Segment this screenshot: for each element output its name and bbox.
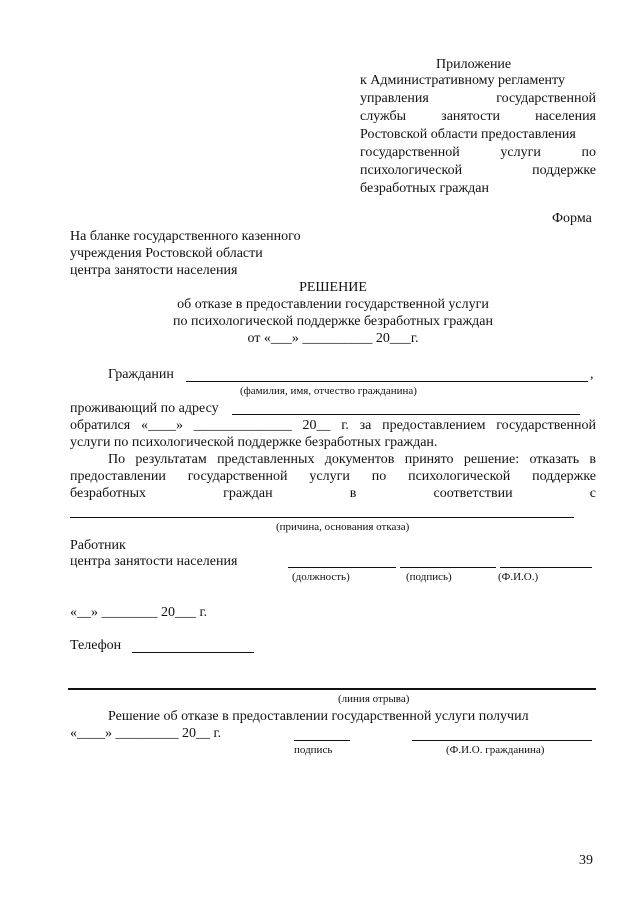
address-line xyxy=(232,414,580,415)
applied-line: обратился «____» ______________ 20__ г. за предоставлением государственной xyxy=(70,418,596,433)
received-date: «____» _________ 20__ г. xyxy=(70,726,222,741)
citizen-name-line xyxy=(186,381,588,382)
decision-text-1: По результатам представленных документов принято решение: отказать в xyxy=(108,452,596,467)
reason-line xyxy=(70,517,574,518)
fio-caption: (Ф.И.О.) xyxy=(498,571,539,583)
received-signature-line xyxy=(294,740,350,741)
phone-label: Телефон xyxy=(70,638,122,653)
position-line xyxy=(288,567,396,568)
reason-caption: (причина, основания отказа) xyxy=(276,521,410,533)
decision-subtitle-1: об отказе в предоставлении государственной услуги xyxy=(177,297,489,312)
appendix-title: Приложение xyxy=(436,57,512,72)
appendix-line-7: безработных граждан xyxy=(360,181,489,196)
appendix-line-5: государственной услуги по xyxy=(360,145,596,160)
received-fio-caption: (Ф.И.О. гражданина) xyxy=(446,744,545,756)
blank-line-1: На бланке государственного казенного xyxy=(70,229,301,244)
blank-line-3: центра занятости населения xyxy=(70,263,238,278)
position-caption: (должность) xyxy=(292,571,350,583)
appendix-line-3: службы занятости населения xyxy=(360,109,596,124)
blank-line-2: учреждения Ростовской области xyxy=(70,246,263,261)
page-number: 39 xyxy=(579,853,593,868)
signature-line xyxy=(400,567,496,568)
decision-date: от «___» __________ 20___г. xyxy=(247,331,419,346)
received-fio-line xyxy=(412,740,592,741)
signature-caption: (подпись) xyxy=(406,571,452,583)
appendix-line-2: управления государственной xyxy=(360,91,596,106)
appendix-line-1: к Административному регламенту xyxy=(360,73,565,88)
decision-subtitle-2: по психологической поддержке безработных граждан xyxy=(173,314,493,329)
fio-line xyxy=(500,567,592,568)
service-line: услуги по психологической поддержке безработных граждан. xyxy=(70,435,438,450)
decision-text-2: предоставлении государственной услуги по психологической поддержке xyxy=(70,469,596,484)
tear-line xyxy=(68,688,596,690)
address-label: проживающий по адресу xyxy=(70,401,219,416)
phone-line xyxy=(132,652,254,653)
citizen-caption: (фамилия, имя, отчество гражданина) xyxy=(240,385,417,397)
citizen-comma: , xyxy=(590,367,594,382)
worker-label-1: Работник xyxy=(70,538,126,553)
tear-caption: (линия отрыва) xyxy=(338,693,410,705)
appendix-line-6: психологической поддержке xyxy=(360,163,596,178)
appendix-line-4: Ростовской области предоставления xyxy=(360,127,576,142)
received-line: Решение об отказе в предоставлении государственной услуги получил xyxy=(108,709,529,724)
decision-title: РЕШЕНИЕ xyxy=(299,280,367,295)
citizen-label: Гражданин xyxy=(108,367,174,382)
worker-date: «__» ________ 20___ г. xyxy=(70,605,208,620)
form-label: Форма xyxy=(552,211,592,226)
decision-text-3: безработных граждан в соответствии с xyxy=(70,486,596,501)
received-signature-caption: подпись xyxy=(294,744,333,756)
worker-label-2: центра занятости населения xyxy=(70,554,238,569)
